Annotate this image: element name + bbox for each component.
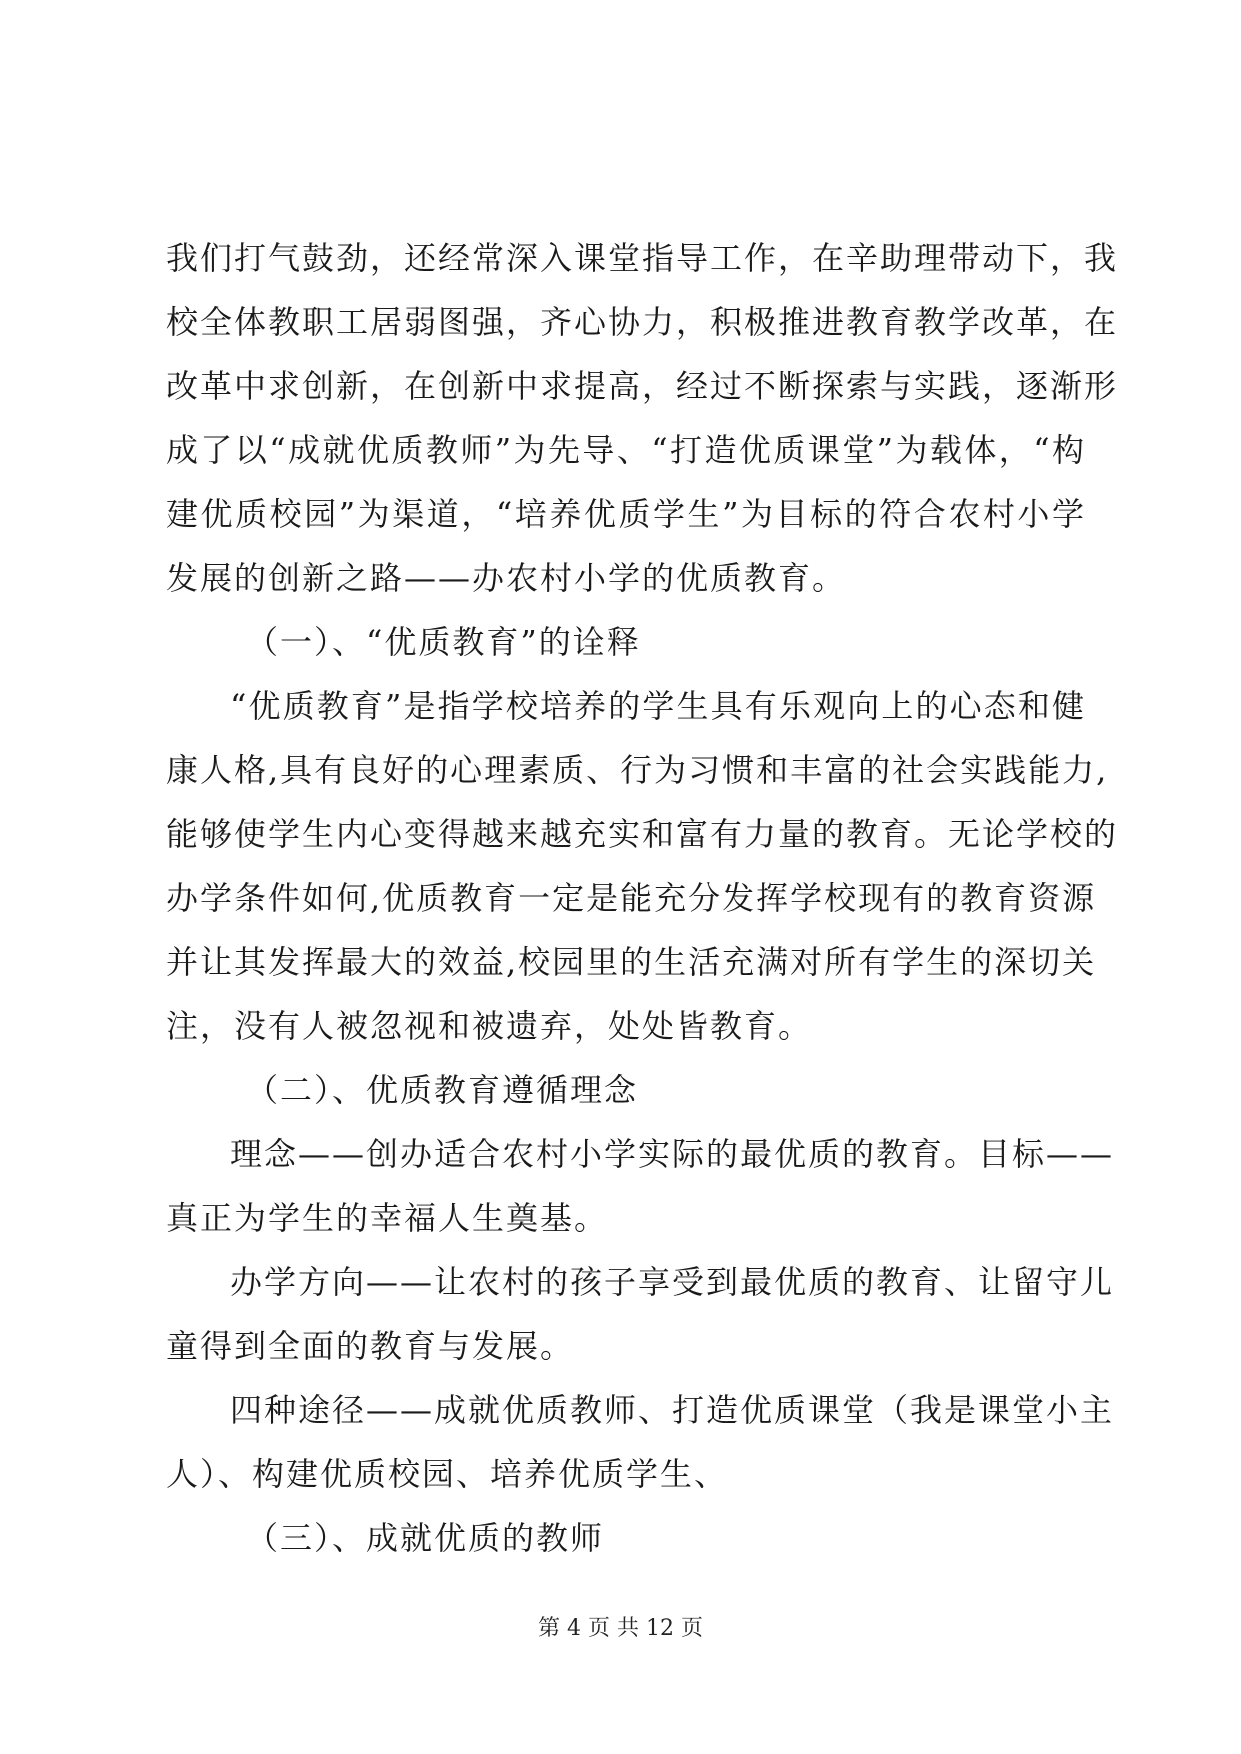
body-text-line: 发展的创新之路——办农村小学的优质教育。 bbox=[166, 559, 847, 597]
body-text-line: 注，没有人被忽视和被遗弃，处处皆教育。 bbox=[166, 1007, 813, 1045]
body-text-line: 理念——创办适合农村小学实际的最优质的教育。目标—— bbox=[230, 1135, 1115, 1173]
body-text-line: 办学方向——让农村的孩子享受到最优质的教育、让留守儿 bbox=[230, 1263, 1115, 1301]
body-text-line: 并让其发挥最大的效益,校园里的生活充满对所有学生的深切关 bbox=[166, 943, 1097, 981]
section-heading: （一）、“优质教育”的诠释 bbox=[246, 623, 641, 661]
body-text-line: 我们打气鼓劲，还经常深入课堂指导工作，在辛助理带动下，我 bbox=[166, 239, 1119, 277]
body-text-line: 成了以“成就优质教师”为先导、“打造优质课堂”为载体，“构 bbox=[166, 431, 1086, 469]
page-footer: 第 4 页 共 12 页 bbox=[538, 1616, 703, 1641]
document-body bbox=[166, 226, 1119, 1570]
body-text-line: 改革中求创新，在创新中求提高，经过不断探索与实践，逐渐形 bbox=[166, 367, 1119, 405]
body-text-line: 真正为学生的幸福人生奠基。 bbox=[166, 1199, 609, 1237]
section-heading: （二）、优质教育遵循理念 bbox=[246, 1071, 639, 1109]
body-text-line: 人）、构建优质校园、培养优质学生、 bbox=[166, 1455, 729, 1493]
body-text-line: 康人格,具有良好的心理素质、行为习惯和丰富的社会实践能力, bbox=[166, 751, 1109, 789]
section-heading: （三）、成就优质的教师 bbox=[246, 1519, 605, 1557]
body-text-line: 校全体教职工居弱图强，齐心协力，积极推进教育教学改革，在 bbox=[166, 303, 1119, 341]
body-text-line: 办学条件如何,优质教育一定是能充分发挥学校现有的教育资源 bbox=[166, 879, 1097, 917]
body-text-line: 四种途径——成就优质教师、打造优质课堂（我是课堂小主 bbox=[230, 1391, 1115, 1429]
body-text-line: “优质教育”是指学校培养的学生具有乐观向上的心态和健 bbox=[230, 687, 1086, 725]
body-text-line: 建优质校园”为渠道，“培养优质学生”为目标的符合农村小学 bbox=[166, 495, 1086, 533]
body-text-line: 能够使学生内心变得越来越充实和富有力量的教育。无论学校的 bbox=[166, 815, 1119, 853]
body-text-line: 童得到全面的教育与发展。 bbox=[166, 1327, 575, 1365]
